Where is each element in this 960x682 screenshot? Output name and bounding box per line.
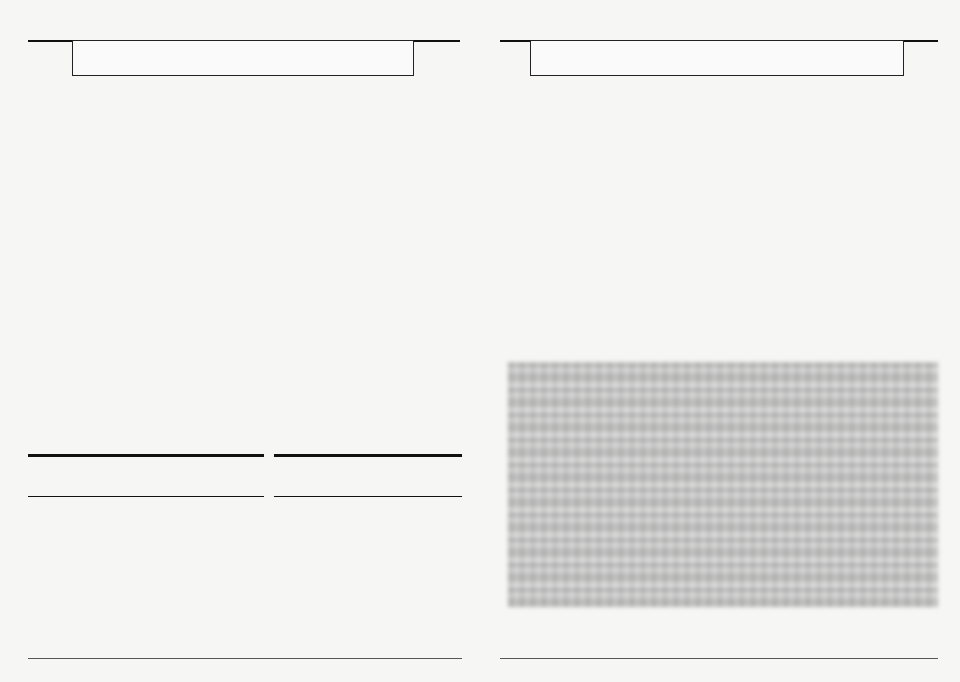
wednesday-divider: [274, 496, 462, 497]
page-title: [72, 40, 414, 76]
blurred-mission-info: [508, 362, 938, 607]
praise-title: [28, 454, 264, 457]
footer-verse-right: [500, 658, 938, 661]
praise-divider: [28, 496, 264, 497]
news-title: [530, 40, 904, 76]
footer-verse-left: [28, 658, 462, 661]
common-prayer: [30, 264, 462, 310]
wednesday-title: [274, 454, 462, 457]
